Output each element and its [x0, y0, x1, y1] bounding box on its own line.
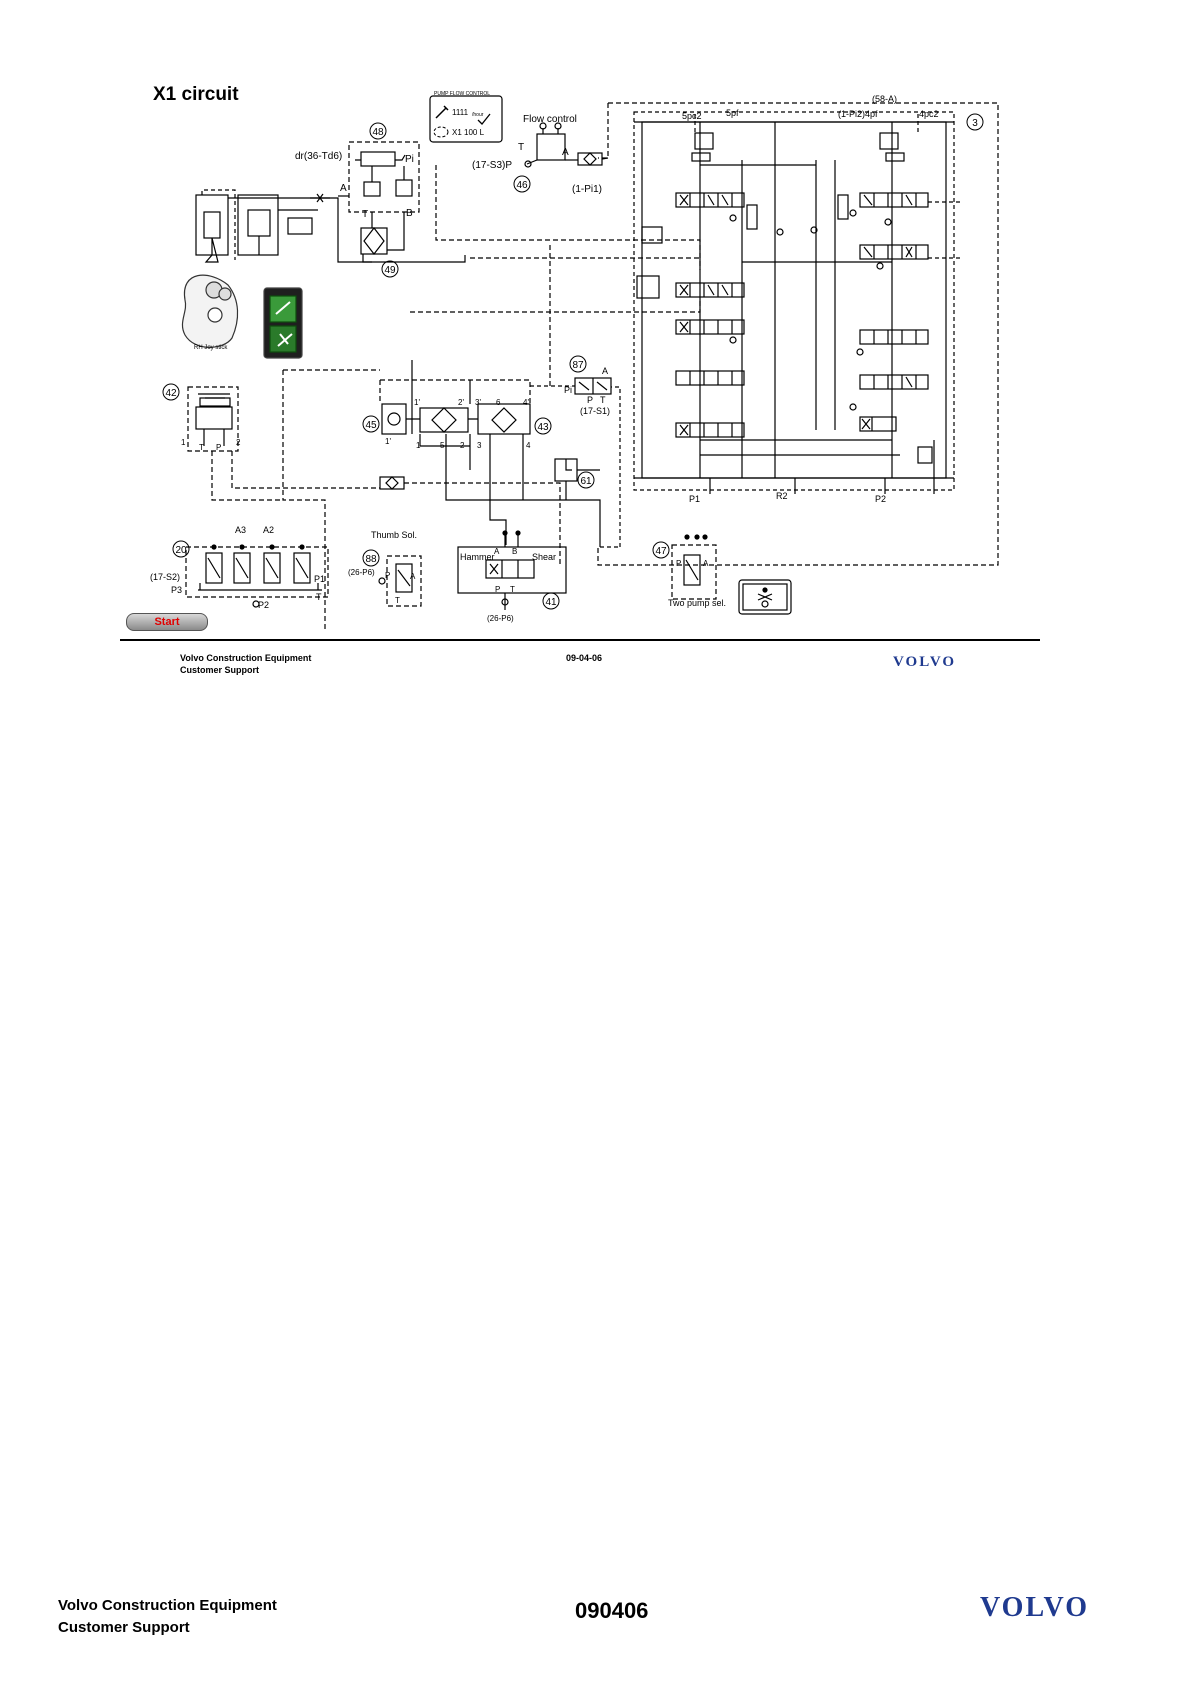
label-flow-a: A [562, 147, 569, 158]
label-flow-t: T [518, 142, 525, 153]
label-flow-control: Flow control [523, 114, 577, 125]
label-41-t: T [510, 585, 515, 594]
label-thumb-sol: Thumb Sol. [371, 530, 418, 540]
label-42-p: P [216, 443, 222, 452]
valve-49-filter [361, 228, 387, 254]
inner-footer-dept: Customer Support [180, 665, 260, 675]
label-87-p: P [587, 395, 594, 405]
component-id: 46 [516, 180, 528, 191]
label-5pc2: 5pc2 [682, 111, 702, 121]
label-port-1: 1 [416, 441, 421, 450]
label-88-p6: (26-P6) [348, 568, 375, 577]
footer-company-block [58, 1595, 277, 1639]
footer-company: Volvo Construction Equipment [58, 1597, 277, 1614]
component-id: 45 [365, 420, 377, 431]
label-47-a: A [703, 559, 709, 568]
label-shear: Shear [532, 552, 557, 562]
inner-volvo-logo: VOLVO [893, 654, 957, 670]
label-20-t: T [316, 592, 322, 602]
label-a2: A2 [263, 525, 275, 535]
spool-right-3 [860, 330, 928, 344]
attachment-cylinder-1 [196, 195, 228, 262]
component-id: 48 [372, 127, 384, 138]
spool-left-4 [676, 371, 744, 385]
label-port-4: 4 [526, 441, 531, 450]
label-88-p: P [385, 571, 391, 580]
label-42-t: T [199, 443, 204, 452]
spool-left-1 [676, 193, 744, 207]
spool-left-2 [676, 283, 744, 297]
pump-flow-value1: 1111 [452, 108, 469, 117]
pump-flow-unit1: /hour [472, 112, 484, 118]
label-port-1p-top: 1' [414, 398, 420, 407]
pump-flow-value2: X1 100 L [452, 128, 485, 137]
label-port-6: 6 [496, 398, 501, 407]
footer-doc-number: 090406 [575, 1598, 649, 1623]
label-p1: P1 [689, 494, 701, 504]
label-hammer: Hammer [460, 552, 495, 562]
valve-45 [382, 404, 406, 434]
label-88-a: A [410, 572, 416, 581]
label-20-p2: P2 [258, 600, 270, 610]
component-id: 88 [365, 554, 377, 565]
component-id: 43 [537, 422, 549, 433]
label-88-t: T [395, 596, 400, 605]
spool-right-2 [860, 245, 928, 259]
inner-footer-company: Volvo Construction Equipment [180, 653, 312, 663]
label-pi1: (1-Pi1) [572, 184, 603, 195]
label-41-p: P [495, 585, 501, 594]
label-41-p6: (26-P6) [487, 614, 514, 623]
label-pi: Pi [405, 154, 414, 165]
label-a3: A3 [235, 525, 247, 535]
component-id: 3 [972, 118, 978, 129]
label-47-p: P [676, 559, 682, 568]
label-s2: (17-S2) [150, 572, 181, 582]
label-port-2: 2 [460, 441, 465, 450]
label-dr: dr(36-Td6) [295, 151, 343, 162]
footer-dept: Customer Support [58, 1619, 190, 1636]
wrench-icon [436, 106, 448, 118]
label-20-p1: P1 [314, 574, 326, 584]
label-42-2: 2 [236, 438, 241, 447]
label-two-pump: Two pump sel. [668, 598, 727, 608]
footer-volvo-logo: VOLVO [980, 1592, 1089, 1623]
page-title: X1 circuit [153, 84, 239, 105]
spool-right-4 [860, 375, 928, 389]
label-58a: (58-A) [872, 94, 898, 104]
label-rh-joystick: RH Joy stick [194, 345, 228, 351]
label-b: B [406, 208, 413, 219]
label-port-2p: 2' [458, 398, 464, 407]
valve-47-two-pump-select [672, 545, 716, 599]
label-87-pi: Pi [564, 385, 573, 395]
spool-right-1 [860, 193, 928, 207]
label-p2: P2 [875, 494, 887, 504]
inner-footer-date: 09-04-06 [566, 653, 603, 663]
label-r2: R2 [776, 491, 788, 501]
green-switch-panel [264, 288, 302, 358]
rh-joystick-image [182, 275, 237, 347]
label-42-1: 1 [181, 438, 186, 447]
label-port-5: 5 [440, 441, 445, 450]
attachment-cylinder-2 [238, 195, 278, 255]
label-41-a: A [494, 547, 500, 556]
label-a: A [340, 183, 347, 194]
label-87-t: T [600, 395, 606, 405]
refresh-icon [434, 127, 448, 137]
label-port-3: 3 [477, 441, 482, 450]
start-button[interactable]: Start [126, 613, 208, 631]
label-1pi2-4pf: (1-Pi2)4pf [838, 109, 878, 119]
component-id: 20 [175, 545, 187, 556]
shuttle-valve-center [420, 408, 468, 432]
spool-left-5 [676, 423, 744, 437]
label-port-4p: 4' [523, 398, 529, 407]
label-4pc2: 4pc2 [919, 109, 939, 119]
label-t: T [362, 209, 369, 220]
component-id: 87 [572, 360, 584, 371]
spool-right-x1 [860, 417, 896, 431]
hydraulic-schematic [0, 0, 1190, 700]
flow-control-valve [537, 134, 565, 160]
label-port-1p-bot: 1' [385, 437, 391, 446]
label-port-3p: 3' [475, 398, 481, 407]
label-p3: P3 [171, 585, 183, 595]
inner-footer-company-block [180, 652, 311, 676]
component-id: 49 [384, 265, 396, 276]
component-id: 47 [655, 546, 667, 557]
component-id: 41 [545, 597, 557, 608]
label-87-a: A [602, 366, 609, 376]
component-id: 61 [580, 476, 592, 487]
component-id: 42 [165, 388, 177, 399]
spool-left-3 [676, 320, 744, 334]
label-41-b: B [512, 547, 518, 556]
pump-flow-heading: PUMP FLOW CONTROL [434, 91, 491, 97]
label-s1: (17-S1) [580, 406, 611, 416]
label-5pf: 5pf [726, 108, 739, 118]
label-s3p: (17-S3)P [472, 160, 513, 171]
